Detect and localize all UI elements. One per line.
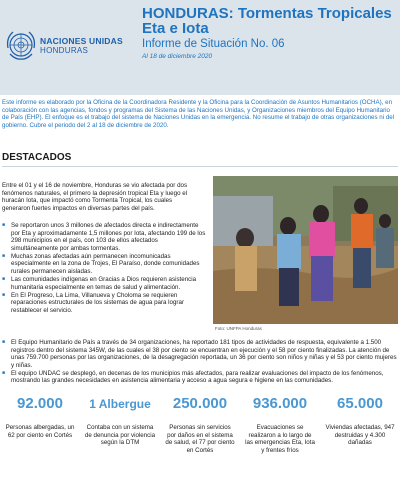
list-item: ■ Las comunidades indígenas en Gracias a Dios requieren asistencia humanitaria especialmente en temas de salud y alimentación. <box>2 276 206 291</box>
list-item: ■ En El Progreso, La Lima, Villanueva y Choloma se requieren reparaciones estructurales de los sistemas de agua para lograr restablecer el servicio. <box>2 292 206 315</box>
report-title-line2: Eta e Iota <box>142 20 209 37</box>
section-divider <box>2 166 398 167</box>
section-title: DESTACADOS <box>2 152 72 163</box>
stat-card <box>240 393 320 500</box>
list-item: ■ El equipo UNDAC se desplegó, en decenas de los municipios más afectados, para realizar evaluaciones del impacto de los fenómenos, mostrando las grandes necesidades en asistencia alimentaria y acceso a agua segura e higiene en las comunidades. <box>2 370 398 385</box>
org-country: HONDURAS <box>40 46 89 55</box>
stat-value: 92.000 <box>17 395 63 412</box>
stat-card <box>160 393 240 500</box>
flood-photo-image <box>213 176 398 324</box>
stat-value: 65.000 <box>337 395 383 412</box>
stat-label: Personas albergadas, un 62 por ciento en Cortés <box>5 424 75 439</box>
list-item: ■ Muchas zonas afectadas aún permanecen incomunicadas especialmente en la zona de Trojes, El Paraíso, donde comunidades rurales permanecen aisladas. <box>2 253 206 276</box>
report-title-line1: HONDURAS: Tormentas Tropicales <box>142 5 392 22</box>
response-list <box>2 339 398 386</box>
un-emblem-icon <box>4 28 38 62</box>
stat-card <box>80 393 160 500</box>
list-item: ■ El Equipo Humanitario de País a través de 34 organizaciones, ha reportado 181 tipos de actividades de respuesta, equivalente a 1.500 registros dentro del sistema 345W, de las cuales el 38 por ciento se encuentran en ejecución y el 58 por ciento finalizadas. La atención de unas 759.700 personas por las organizaciones, de la desagregación reportada, un 36 por ciento son niños y niñas y el 53 por ciento mujeres y niñas. <box>2 339 398 369</box>
stat-value: 936.000 <box>252 395 308 412</box>
intro-paragraph: Este informe es elaborado por la Oficina de la Coordinadora Residente y la Oficina para la Coordinación de Asuntos Humanitarios (OCHA), en colaboración con las agencias, fondos y programas del Sistema de las Naciones Unidas, y Organizaciones miembros del Equipo Humanitario de País (EHP). El enfoque es el trabajo del sistema de Naciones Unidas en la emergencia. No resume el trabajo de otras organizaciones ni del gobierno. Cubre el periodo del 2 al 18 de diciembre de 2020. <box>2 99 395 129</box>
list-item: ■ Se reportaron unos 3 millones de afectados directa e indirectamente por Eta y aproximadamente 1,5 millones por Iota, afectando 199 de los 298 municipios en el país, con 103 de ellos afectados simultáneamente por ambas tormentas. <box>2 222 206 252</box>
stat-card <box>320 393 400 500</box>
stat-value: 250.000 <box>172 395 228 412</box>
stat-card <box>0 393 80 500</box>
report-header <box>0 0 400 95</box>
org-name: NACIONES UNIDAS <box>40 36 123 46</box>
flood-photo <box>213 176 398 324</box>
stat-label: Contaba con un sistema de denuncia por violencia según la DTM <box>84 424 156 447</box>
report-subtitle: Informe de Situación No. 06 <box>142 38 285 50</box>
key-figures <box>0 393 400 500</box>
stat-value: 1 Albergue <box>89 397 151 411</box>
stat-label: Personas sin servicios por daños en el sistema de salud, el 77 por ciento en Cortés <box>165 424 235 454</box>
photo-caption: Foto: UNFPA Honduras <box>215 326 262 331</box>
lead-paragraph: Entre el 01 y el 16 de noviembre, Honduras se vio afectada por dos fenómenos naturales, el primero la depresión tropical Eta y luego el huracán Iota, que impactó como Tormenta Tropical, los cuales generaron fuertes impactos en diversas partes del país. <box>2 182 188 212</box>
report-date: Al 18 de diciembre 2020 <box>142 53 213 60</box>
highlights-list <box>2 222 206 315</box>
stat-label: Evacuaciones se realizaron a lo largo de las emergencias Eta, Iota y frentes fríos <box>245 424 315 454</box>
title-block <box>142 6 398 60</box>
stat-label: Viviendas afectadas, 947 destruidas y 4.300 dañadas <box>325 424 395 447</box>
